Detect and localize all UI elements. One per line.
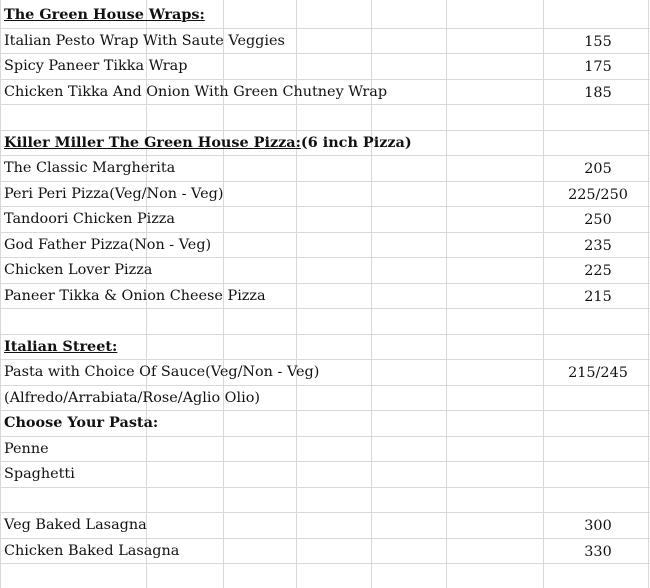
menu-row	[0, 360, 650, 386]
empty-row	[0, 564, 650, 588]
section-header-row	[0, 335, 650, 361]
item-price: 175	[584, 59, 612, 75]
menu-row	[0, 284, 650, 310]
menu-row	[0, 80, 650, 106]
item-price: 205	[584, 161, 612, 177]
item-name: Chicken Tikka And Onion With Green Chutney Wrap	[4, 83, 388, 100]
item-name: Chicken Lover Pizza	[4, 262, 153, 278]
section-title-pizza-wrap	[4, 133, 412, 153]
section-header-row	[0, 3, 650, 29]
item-price: 250	[584, 212, 612, 228]
item-name: Pasta with Choice Of Sauce(Veg/Non - Veg)	[4, 364, 320, 380]
item-name: Veg Baked Lasagna	[4, 517, 147, 533]
empty-row	[0, 309, 650, 335]
menu-row	[0, 182, 650, 208]
menu-row	[0, 411, 650, 437]
item-price: 225	[584, 263, 612, 279]
item-name: Peri Peri Pizza(Veg/Non - Veg)	[4, 185, 224, 202]
empty-row	[0, 488, 650, 514]
pasta-option: Spaghetti	[4, 466, 75, 482]
menu-row	[0, 258, 650, 284]
section-title-italian: Italian Street:	[4, 337, 118, 355]
item-price: 235	[584, 237, 612, 254]
menu-row	[0, 539, 650, 565]
item-price: 155	[584, 33, 612, 50]
item-price: 185	[584, 84, 612, 101]
menu-row	[0, 462, 650, 488]
item-price: 215	[584, 288, 612, 305]
item-price: 300	[584, 518, 612, 534]
item-price: 330	[584, 543, 612, 560]
item-name: Chicken Baked Lasagna	[4, 542, 180, 559]
menu-row	[0, 29, 650, 55]
menu-row	[0, 233, 650, 259]
menu-row	[0, 386, 650, 412]
empty-row	[0, 105, 650, 131]
item-name: The Classic Margherita	[4, 160, 176, 176]
pasta-option: Penne	[4, 440, 49, 457]
item-name: Tandoori Chicken Pizza	[4, 211, 175, 227]
section-title-wraps: The Green House Wraps:	[4, 6, 205, 23]
item-name: Paneer Tikka & Onion Cheese Pizza	[4, 287, 266, 304]
item-name: God Father Pizza(Non - Veg)	[4, 236, 212, 253]
section-title-pizza-suffix: (6 inch Pizza)	[300, 133, 412, 151]
menu-row	[0, 513, 650, 539]
item-price: 215/245	[568, 365, 628, 381]
menu-row	[0, 54, 650, 80]
choose-pasta-label: Choose Your Pasta:	[4, 414, 159, 431]
sauce-options: (Alfredo/Arrabiata/Rose/Aglio Olio)	[4, 389, 260, 406]
section-title-pizza: Killer Miller The Green House Pizza:	[4, 133, 301, 151]
item-name: Italian Pesto Wrap With Saute Veggies	[4, 32, 285, 49]
section-header-row	[0, 131, 650, 157]
menu-row	[0, 207, 650, 233]
item-price: 225/250	[568, 186, 628, 203]
menu-row	[0, 437, 650, 463]
menu-row	[0, 156, 650, 182]
item-name: Spicy Paneer Tikka Wrap	[4, 58, 188, 74]
